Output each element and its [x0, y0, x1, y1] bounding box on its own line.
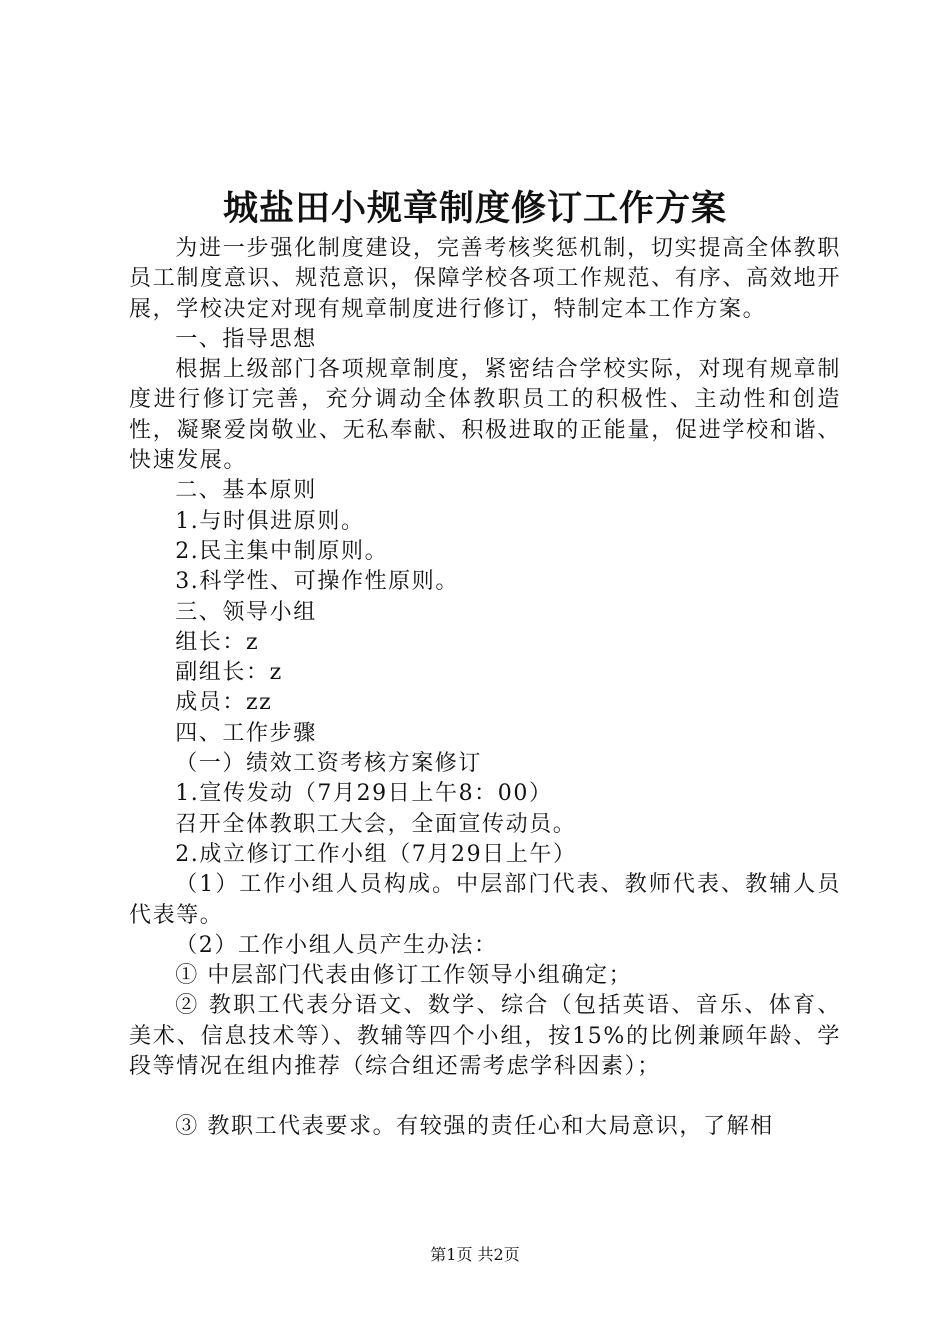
selection-item-2: ② 教职工代表分语文、数学、综合（包括英语、音乐、体育、美术、信息技术等）、教辅等四个小组，按15%的比例兼顾年龄、学段等情况在组内推荐（综合组还需考虑学科因素）；: [129, 993, 841, 1080]
selection-item-1: ① 中层部门代表由修订工作领导小组确定；: [175, 963, 633, 989]
step-2-form-group: 2.成立修订工作小组（7月29日上午）: [175, 841, 577, 867]
section-heading-guiding-thought: 一、指导思想: [175, 326, 317, 352]
document-title: 城盐田小规章制度修订工作方案: [222, 188, 727, 229]
subsection-heading-performance-pay: （一）绩效工资考核方案修订: [175, 751, 482, 777]
principle-item-2: 2.民主集中制原则。: [175, 538, 389, 564]
deputy-group-leader: 副组长：z: [175, 660, 283, 686]
step-1-detail: 召开全体教职工大会，全面宣传动员。: [175, 811, 577, 837]
page-footer: 第1页 共2页: [430, 1245, 520, 1264]
intro-paragraph: 为进一步强化制度建设，完善考核奖惩机制，切实提高全体教职员工制度意识、规范意识，保障学校各项工作规范、有序、高效地开展，学校决定对现有规章制度进行修订，特制定本工作方案。: [129, 236, 841, 322]
step-1-publicity: 1.宣传发动（7月29日上午8：00）: [175, 781, 553, 807]
document-body: [129, 234, 841, 1143]
group-selection-method: （2）工作小组人员产生办法：: [175, 932, 498, 958]
section-heading-work-steps: 四、工作步骤: [175, 720, 317, 746]
principle-item-1: 1.与时俱进原则。: [175, 508, 365, 534]
selection-item-3: ③ 教职工代表要求。有较强的责任心和大局意识，了解相: [175, 1114, 774, 1140]
section-heading-leadership-group: 三、领导小组: [175, 599, 317, 625]
principle-item-3: 3.科学性、可操作性原则。: [175, 569, 459, 595]
group-composition: （1）工作小组人员构成。中层部门代表、教师代表、教辅人员代表等。: [129, 872, 841, 928]
guiding-thought-paragraph: 根据上级部门各项规章制度，紧密结合学校实际，对现有规章制度进行修订完善，充分调动全体教职员工的积极性、主动性和创造性，凝聚爱岗敬业、无私奉献、积极进取的正能量，促进学校和谐、快速发展。: [129, 357, 841, 474]
section-heading-basic-principles: 二、基本原则: [175, 478, 317, 504]
group-leader: 组长：z: [175, 629, 260, 655]
group-members: 成员：zz: [175, 690, 273, 716]
